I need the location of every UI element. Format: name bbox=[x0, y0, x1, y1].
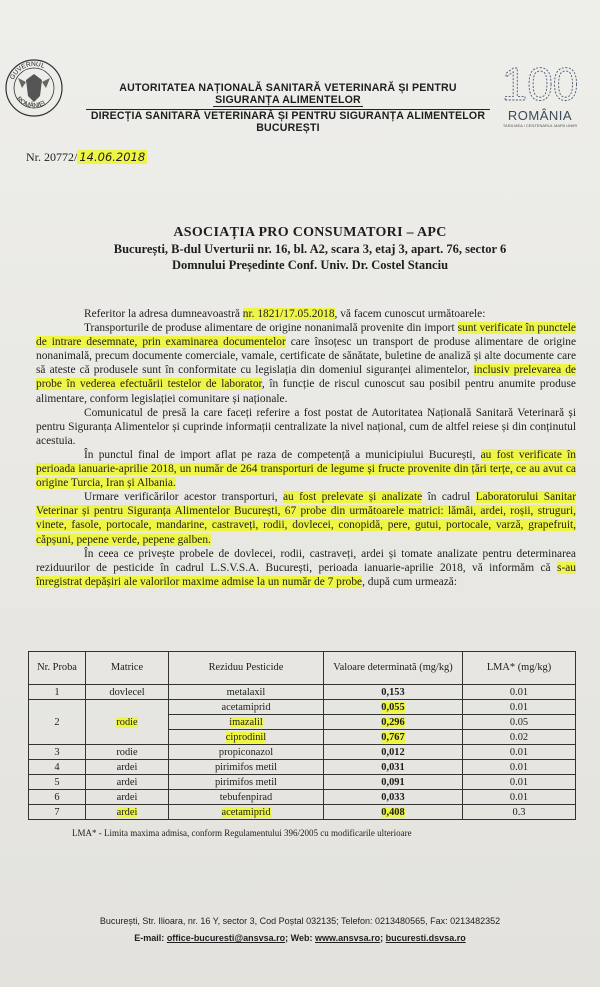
highlight-sampling: inclusiv prelevarea de probe în vederea efectuării testelor de laborator bbox=[36, 364, 576, 391]
table-row: 3 rodie propiconazol 0,012 0.01 bbox=[29, 745, 576, 760]
letter-body bbox=[36, 307, 576, 589]
highlight-analysed: au fost prelevate și analizate bbox=[283, 491, 423, 504]
reference-date: 14.06.2018 bbox=[79, 150, 146, 164]
paragraph-1: Referitor la adresa dumneavoastră nr. 1821/17.05.2018, vă facem cunoscut următoarele: bbox=[84, 308, 486, 320]
email-link[interactable]: office-bucuresti@ansvsa.ro bbox=[166, 933, 286, 943]
addressee-address: București, B-dul Uverturii nr. 16, bl. A2, scara 3, etaj 3, apart. 76, sector 6 bbox=[113, 242, 507, 256]
addressee-person: Domnului Președinte Conf. Univ. Dr. Costel Stanciu bbox=[171, 258, 449, 272]
svg-text:GUVERNUL bbox=[9, 61, 46, 81]
header-matrix: Matrice bbox=[86, 652, 169, 685]
table-row: ciprodinil 0,767 0.02 bbox=[29, 730, 576, 745]
table-row: 4 ardei pirimifos metil 0,031 0.01 bbox=[29, 760, 576, 775]
website-link-ansvsa[interactable]: www.ansvsa.ro bbox=[314, 933, 381, 943]
paragraph-2: Transporturile de produse alimentare de origine nonanimală provenite din import sunt verificate în punctele de intrare desemnate, prin examinarea documentelor care însoțesc un transport de produse alimentare de origine nonanimală, precum documente comerciale, vamale, certificate de sănătate, buletine de analiză și alte documente care să ateste că produsele sunt în conformitate cu legislația din domeniul siguranței alimentelor, inclusiv prelevarea de probe în vederea efectuării testelor de laborator, în funcție de riscul cunoscut sau posibil pentru anumite produse alimentare, conform legislației comunitare și naționale. bbox=[36, 322, 577, 405]
table-header-row bbox=[29, 652, 576, 685]
paragraph-3: Comunicatul de presă la care faceți referire a fost postat de Autoritatea Națională Sanitară Veterinară și pentru Siguranța Alimentelor și cuprinde informații centralizate la nivel național, cum de altfel reiese și din conținutul acestuia. bbox=[36, 406, 576, 447]
header-value: Valoare determinată (mg/kg) bbox=[324, 652, 463, 685]
seal-top-text: GUVERNUL bbox=[8, 60, 46, 81]
authority-line-1: AUTORITATEA NAȚIONALĂ SANITARĂ VETERINARĂ ȘI PENTRU bbox=[119, 82, 457, 94]
reference-number bbox=[26, 150, 147, 165]
header-lma: LMA* (mg/kg) bbox=[463, 652, 576, 685]
table-row: 6 ardei tebufenpirad 0,033 0.01 bbox=[29, 790, 576, 805]
addressee-organization: ASOCIAȚIA PRO CONSUMATORI – APC bbox=[173, 225, 447, 240]
website-link-dsvsa[interactable]: bucuresti.dsvsa.ro bbox=[385, 933, 466, 943]
directorate-line-1: DIRECȚIA SANITARĂ VETERINARĂ ȘI PENTRU SIGURANȚA ALIMENTELOR bbox=[90, 110, 486, 122]
authority-header bbox=[86, 83, 490, 134]
logo-digits: 100 bbox=[501, 58, 579, 110]
table-row: imazalil 0,296 0.05 bbox=[29, 715, 576, 730]
highlight-laboratory: Laboratorului Sanitar Veterinar și pentru Siguranța Alimentelor București, 67 probe din următoarele matrici: lămâi, ardei, roșii, struguri, vinete, fasole, portocale, mandarine, castraveți, rodii, dovlecei, conopidă, pere, gutui, portocale, varză, grapefruit, căpșuni, pepene verde, pepene galben. bbox=[36, 491, 577, 546]
authority-line-2: SIGURANȚA ALIMENTELOR bbox=[215, 93, 361, 106]
header-sample-number: Nr. Proba bbox=[29, 652, 86, 685]
highlight-verification: sunt verificate în punctele de intrare desemnate, prin examinarea documentelor bbox=[36, 322, 576, 349]
page-footer bbox=[20, 913, 580, 947]
paragraph-4: În punctul final de import aflat pe raza de competență a municipiului București, au fost verificate în perioada ianuarie-aprilie 2018, un număr de 264 transporturi de legume și fructe provenite din țări terțe, ce au avut ca origine Turcia, Iran și Albania. bbox=[36, 448, 576, 490]
highlight-transports: au fost verificate în perioada ianuarie-aprilie 2018, un număr de 264 transporturi de legume și fructe provenite din țări terțe, ce au avut ca origine Turcia, Iran și Albania. bbox=[36, 448, 576, 490]
header-residue: Reziduu Pesticide bbox=[169, 652, 324, 685]
table-row: 7 ardei acetamiprid 0,408 0.3 bbox=[29, 805, 576, 820]
highlight-address-ref: nr. 1821/17.05.2018 bbox=[242, 308, 335, 320]
merged-sample-number: 2 bbox=[29, 700, 86, 745]
reference-prefix: Nr. 20772/ bbox=[26, 150, 78, 164]
merged-matrix: rodie bbox=[86, 700, 169, 745]
paragraph-6: În ceea ce privește probele de dovlecei, rodii, castraveți, ardei și tomate analizate pentru determinarea reziduurilor de pesticide în cadrul L.S.V.S.A. București, perioada ianuarie-aprilie 2018, vă informăm că s-au înregistrat depășiri ale valorilor maxime admise la un număr de 7 probe, după cum urmează: bbox=[36, 547, 576, 588]
seal-bottom-text: ROMÂNIEI bbox=[15, 95, 47, 110]
footer-address: București, Str. Ilioara, nr. 16 Y, sector 3, Cod Poștal 032135; Telefon: 0213480565, Fax: 0213482352 bbox=[99, 916, 501, 926]
logo-romania-text: ROMÂNIA bbox=[507, 108, 573, 123]
directorate-line-2: BUCUREȘTI bbox=[256, 121, 320, 134]
highlight-exceedances: s-au înregistrat depășiri ale valorilor maxime admise la un număr de 7 probe bbox=[36, 561, 576, 588]
addressee-block bbox=[40, 225, 580, 273]
logo-subtitle: TARA MEA / CENTENARUL MARII UNIRI bbox=[502, 123, 578, 128]
footer-contacts: E-mail: office-bucuresti@ansvsa.ro; Web: www.ansvsa.ro; bucuresti.dsvsa.ro bbox=[134, 933, 466, 943]
pesticide-results-table bbox=[28, 651, 576, 820]
government-seal-icon bbox=[4, 58, 64, 118]
table-row: 2 rodie acetamiprid 0,055 0.01 bbox=[29, 700, 576, 715]
lma-footnote: LMA* - Limita maxima admisa, conform Regulamentului 396/2005 cu modificarile ulterioare bbox=[72, 828, 412, 838]
paragraph-5: Urmare verificărilor acestor transporturi, au fost prelevate și analizate în cadrul Laboratorului Sanitar Veterinar și pentru Siguranța Alimentelor București, 67 probe din următoarele matrici: lămâi, ardei, roșii, struguri, vinete, fasole, portocale, mandarine, castraveți, rodii, dovlecei, conopidă, pere, gutui, portocale, varză, grapefruit, căpșuni, pepene verde, pepene galben. bbox=[36, 491, 577, 546]
table-row: 5 ardei pirimifos metil 0,091 0.01 bbox=[29, 775, 576, 790]
table-row: 1 dovlecel metalaxil 0,153 0.01 bbox=[29, 685, 576, 700]
